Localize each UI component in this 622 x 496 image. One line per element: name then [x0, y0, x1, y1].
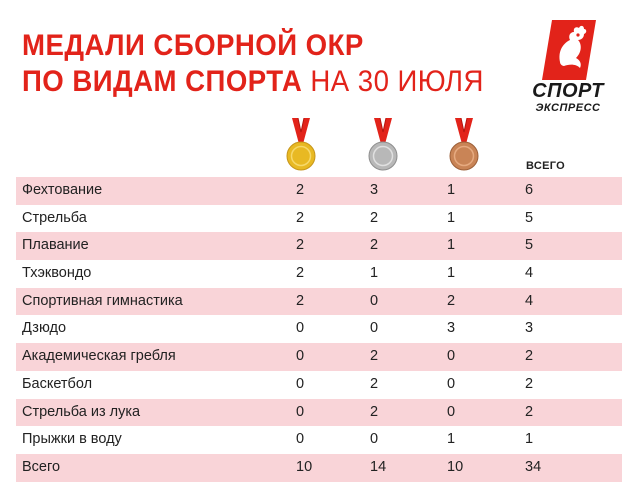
silver-count-cell: 2	[370, 237, 379, 254]
bronze-count-cell: 1	[447, 209, 456, 226]
logo-text-sport: СПОРТ	[532, 80, 604, 102]
silver-count-cell: 3	[370, 182, 379, 198]
gold-medal-icon	[284, 118, 318, 172]
table-row	[16, 232, 622, 260]
bronze-count-cell: 0	[447, 348, 456, 365]
rooster-logo-icon	[540, 18, 598, 82]
total-count-cell: 3	[525, 320, 534, 337]
bronze-count-cell: 3	[447, 320, 456, 337]
gold-count-cell: 2	[296, 237, 305, 254]
sport-name-cell: Прыжки в воду	[22, 431, 122, 448]
page-title	[22, 28, 484, 100]
bronze-count-cell: 1	[447, 237, 456, 254]
gold-count-cell: 0	[296, 320, 305, 337]
total-count-cell: 34	[525, 458, 542, 475]
table-row	[16, 205, 622, 233]
total-count-cell: 2	[525, 403, 534, 420]
total-column-header: ВСЕГО	[526, 160, 565, 172]
silver-count-cell: 2	[370, 375, 379, 392]
total-row	[16, 454, 622, 482]
bronze-medal-icon	[447, 118, 481, 172]
sport-name-cell: Стрельба	[22, 209, 87, 226]
total-count-cell: 1	[525, 431, 534, 448]
sport-name-cell: Академическая гребля	[22, 348, 176, 365]
sport-name-cell: Дзюдо	[22, 320, 67, 337]
total-count-cell: 4	[525, 292, 534, 309]
silver-count-cell: 2	[370, 209, 379, 226]
bronze-count-cell: 1	[447, 182, 456, 198]
silver-count-cell: 2	[370, 348, 379, 365]
gold-count-cell: 10	[296, 458, 313, 475]
table-row	[16, 343, 622, 371]
gold-count-cell: 2	[296, 292, 305, 309]
total-count-cell: 2	[525, 375, 534, 392]
silver-count-cell: 0	[370, 320, 379, 337]
title-line-2-light: НА 30 ИЮЛЯ	[302, 65, 484, 98]
sport-name-cell: Всего	[22, 458, 61, 475]
total-count-cell: 6	[525, 182, 534, 198]
table-row	[16, 260, 622, 288]
gold-count-cell: 2	[296, 182, 305, 198]
sport-express-logo	[522, 18, 614, 118]
sport-name-cell: Тхэквондо	[22, 265, 92, 282]
silver-count-cell: 2	[370, 403, 379, 420]
bronze-count-cell: 10	[447, 458, 464, 475]
gold-count-cell: 0	[296, 403, 305, 420]
table-row	[16, 426, 622, 454]
total-count-cell: 5	[525, 237, 534, 254]
table-row	[16, 177, 622, 205]
sport-name-cell: Фехтование	[22, 182, 103, 198]
silver-count-cell: 1	[370, 265, 379, 282]
sport-name-cell: Баскетбол	[22, 375, 93, 392]
bronze-count-cell: 0	[447, 403, 456, 420]
title-line-2	[22, 64, 484, 100]
table-row	[16, 315, 622, 343]
total-count-cell: 4	[525, 265, 534, 282]
bronze-count-cell: 1	[447, 431, 456, 448]
sport-name-cell: Плавание	[22, 237, 89, 254]
gold-count-cell: 0	[296, 431, 305, 448]
bronze-count-cell: 1	[447, 265, 456, 282]
bronze-count-cell: 2	[447, 292, 456, 309]
title-line-1: МЕДАЛИ СБОРНОЙ ОКР	[22, 29, 364, 62]
silver-count-cell: 0	[370, 431, 379, 448]
total-count-cell: 2	[525, 348, 534, 365]
table-row	[16, 288, 622, 316]
table-row	[16, 399, 622, 427]
sport-name-cell: Спортивная гимнастика	[22, 292, 183, 309]
gold-count-cell: 2	[296, 265, 305, 282]
medal-table	[16, 177, 622, 482]
sport-name-cell: Стрельба из лука	[22, 403, 141, 420]
title-line-2-bold: ПО ВИДАМ СПОРТА	[22, 65, 303, 98]
bronze-count-cell: 0	[447, 375, 456, 392]
silver-count-cell: 0	[370, 292, 379, 309]
silver-medal-icon	[366, 118, 400, 172]
logo-text-express: ЭКСПРЕСС	[535, 102, 601, 114]
total-count-cell: 5	[525, 209, 534, 226]
gold-count-cell: 0	[296, 375, 305, 392]
gold-count-cell: 2	[296, 209, 305, 226]
silver-count-cell: 14	[370, 458, 387, 475]
gold-count-cell: 0	[296, 348, 305, 365]
table-row	[16, 371, 622, 399]
